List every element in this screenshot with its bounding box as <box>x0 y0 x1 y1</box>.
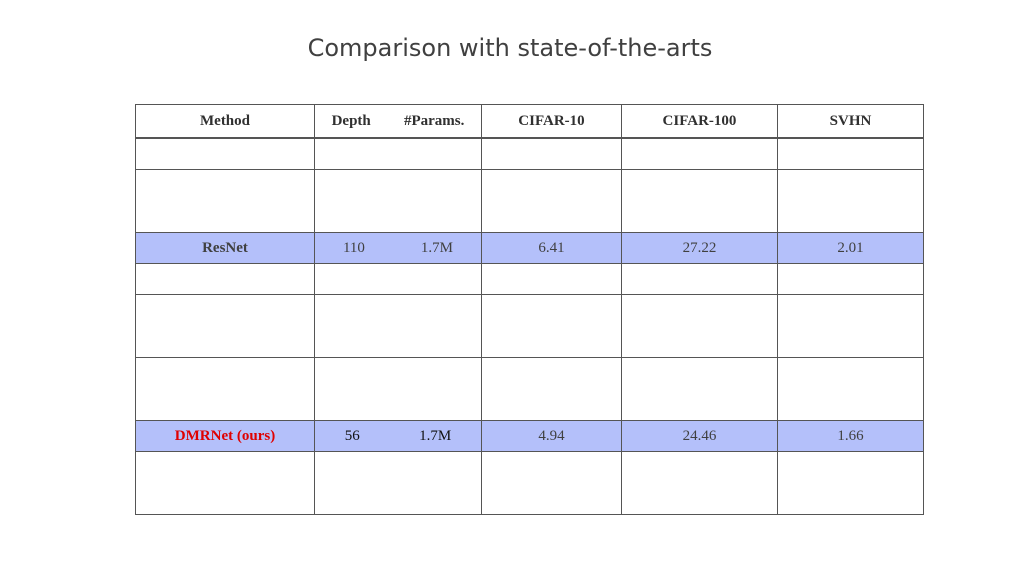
cell-depth-params <box>315 170 482 233</box>
cell-svhn <box>778 264 924 295</box>
cell-depth-params <box>315 421 482 452</box>
cell-cifar100 <box>622 264 778 295</box>
table-header-row <box>136 105 924 139</box>
cell-method <box>136 170 315 233</box>
header-depth: Depth <box>331 112 371 129</box>
cell-cifar100 <box>622 358 778 421</box>
header-depth-params <box>315 105 482 139</box>
header-params: #Params. <box>403 112 465 129</box>
cell-svhn: 1.66 <box>778 421 924 452</box>
table-row <box>136 452 924 515</box>
cell-method <box>136 264 315 295</box>
cell-cifar100: 27.22 <box>622 233 778 264</box>
cell-cifar10 <box>482 138 622 170</box>
cell-cifar100 <box>622 170 778 233</box>
cell-method <box>136 138 315 170</box>
header-method: Method <box>136 105 315 139</box>
cell-params: 1.7M <box>419 427 452 444</box>
cell-depth-params <box>315 358 482 421</box>
cell-depth-params <box>315 295 482 358</box>
cell-cifar10 <box>482 170 622 233</box>
cell-svhn <box>778 138 924 170</box>
cell-svhn <box>778 452 924 515</box>
table-row-resnet <box>136 233 924 264</box>
comparison-table <box>135 104 924 515</box>
cell-svhn <box>778 295 924 358</box>
cell-cifar100: 24.46 <box>622 421 778 452</box>
cell-method: ResNet <box>136 233 315 264</box>
cell-method-ours: DMRNet (ours) <box>136 421 315 452</box>
slide-title: Comparison with state-of-the-arts <box>307 34 713 62</box>
cell-method <box>136 295 315 358</box>
cell-method <box>136 358 315 421</box>
cell-method <box>136 452 315 515</box>
cell-cifar100 <box>622 295 778 358</box>
cell-svhn <box>778 358 924 421</box>
cell-depth-params <box>315 138 482 170</box>
cell-cifar10: 4.94 <box>482 421 622 452</box>
cell-cifar10 <box>482 295 622 358</box>
cell-depth-params <box>315 452 482 515</box>
table-row-dmrnet <box>136 421 924 452</box>
cell-cifar10 <box>482 264 622 295</box>
cell-params: 1.7M <box>420 239 453 256</box>
table-row <box>136 170 924 233</box>
cell-cifar10 <box>482 452 622 515</box>
table-row <box>136 264 924 295</box>
table-row <box>136 295 924 358</box>
cell-cifar100 <box>622 452 778 515</box>
cell-svhn: 2.01 <box>778 233 924 264</box>
cell-cifar10 <box>482 358 622 421</box>
table-row <box>136 358 924 421</box>
cell-cifar10: 6.41 <box>482 233 622 264</box>
cell-depth-params <box>315 264 482 295</box>
cell-svhn <box>778 170 924 233</box>
table-row <box>136 138 924 170</box>
cell-depth-params <box>315 233 482 264</box>
cell-depth: 110 <box>342 239 365 256</box>
header-cifar100: CIFAR-100 <box>622 105 778 139</box>
cell-depth: 56 <box>344 427 360 444</box>
header-cifar10: CIFAR-10 <box>482 105 622 139</box>
cell-cifar100 <box>622 138 778 170</box>
header-svhn: SVHN <box>778 105 924 139</box>
